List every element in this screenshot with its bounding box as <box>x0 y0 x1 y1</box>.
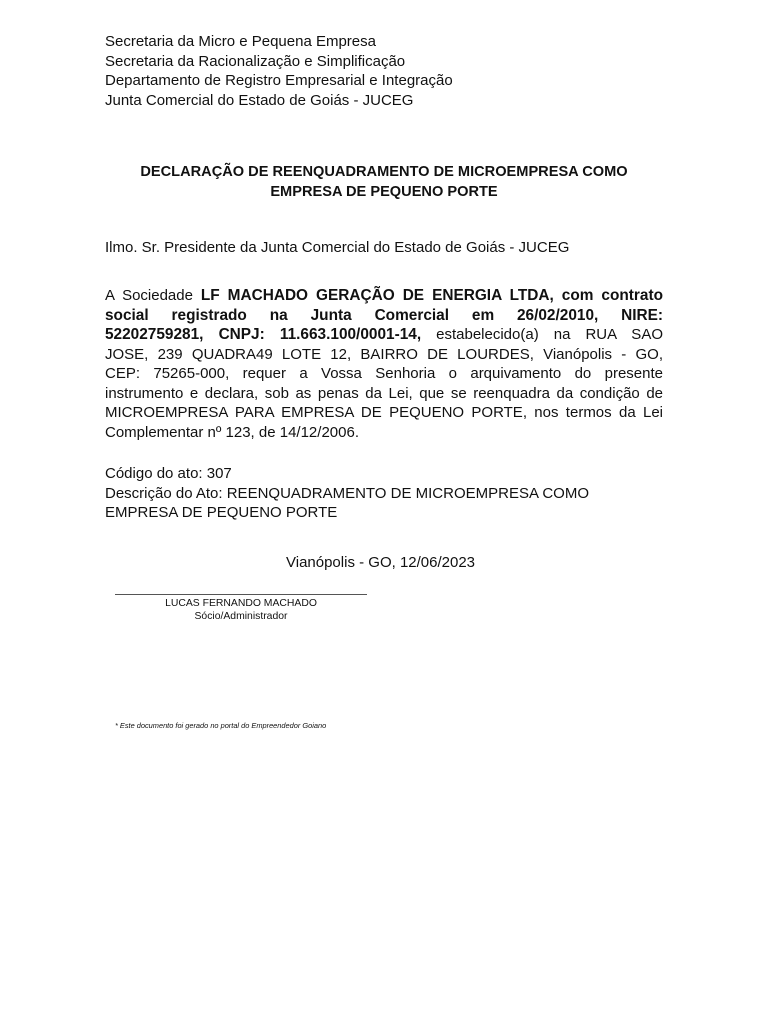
title-line-2: EMPRESA DE PEQUENO PORTE <box>270 184 498 200</box>
declaration-line-6: instrumento e declara, sob as penas da Lei, que se reenquadra da condição de <box>105 384 663 402</box>
header-line-juceg: Junta Comercial do Estado de Goiás - JUCEG <box>105 91 414 109</box>
title-line-1: DECLARAÇÃO DE REENQUADRAMENTO DE MICROEMPRESA COMO <box>140 164 628 180</box>
signer-block <box>115 597 367 623</box>
act-description-line-2: EMPRESA DE PEQUENO PORTE <box>105 504 338 521</box>
declaration-paragraph <box>105 286 663 442</box>
nire-cnpj: 52202759281, CNPJ: 11.663.100/0001-14, <box>105 326 422 343</box>
signature-line <box>115 594 367 595</box>
header-line-secretaria-micro: Secretaria da Micro e Pequena Empresa <box>105 33 376 50</box>
declaration-line-2 <box>105 306 663 326</box>
document-header <box>105 32 453 110</box>
declaration-line-4: JOSE, 239 QUADRA49 LOTE 12, BAIRRO DE LOURDES, Vianópolis - GO, <box>105 345 663 363</box>
signer-role: Sócio/Administrador <box>194 611 288 622</box>
address-start: estabelecido(a) na RUA SAO <box>436 326 663 343</box>
document-title <box>105 162 663 202</box>
registration-text: social registrado na Junta Comercial em <box>105 306 495 324</box>
registration-date: 26/02/2010, <box>516 306 599 324</box>
declaration-intro: A Sociedade <box>105 287 193 304</box>
header-line-departamento: Departamento de Registro Empresarial e Integração <box>105 72 453 89</box>
declaration-line-3 <box>105 325 663 345</box>
act-details <box>105 464 589 523</box>
salutation: Ilmo. Sr. Presidente da Junta Comercial do Estado de Goiás - JUCEG <box>105 239 570 256</box>
company-name: LF MACHADO GERAÇÃO DE ENERGIA LTDA, com contrato <box>200 287 663 304</box>
act-code: Código do ato: 307 <box>105 465 232 482</box>
declaration-line-7: MICROEMPRESA PARA EMPRESA DE PEQUENO PORTE, nos termos da Lei <box>105 404 663 421</box>
header-line-secretaria-racionalizacao: Secretaria da Racionalização e Simplificação <box>105 52 406 70</box>
signer-name: LUCAS FERNANDO MACHADO <box>165 598 317 609</box>
nire-label: NIRE: <box>621 306 663 324</box>
footnote: * Este documento foi gerado no portal do Empreendedor Goiano <box>115 721 327 730</box>
declaration-line-1 <box>105 286 663 306</box>
place-and-date: Vianópolis - GO, 12/06/2023 <box>286 554 476 571</box>
declaration-line-5: CEP: 75265-000, requer a Vossa Senhoria o arquivamento do presente <box>105 365 663 382</box>
declaration-line-8: Complementar nº 123, de 14/12/2006. <box>105 423 359 441</box>
act-description-line-1: Descrição do Ato: REENQUADRAMENTO DE MICROEMPRESA COMO <box>105 484 589 502</box>
